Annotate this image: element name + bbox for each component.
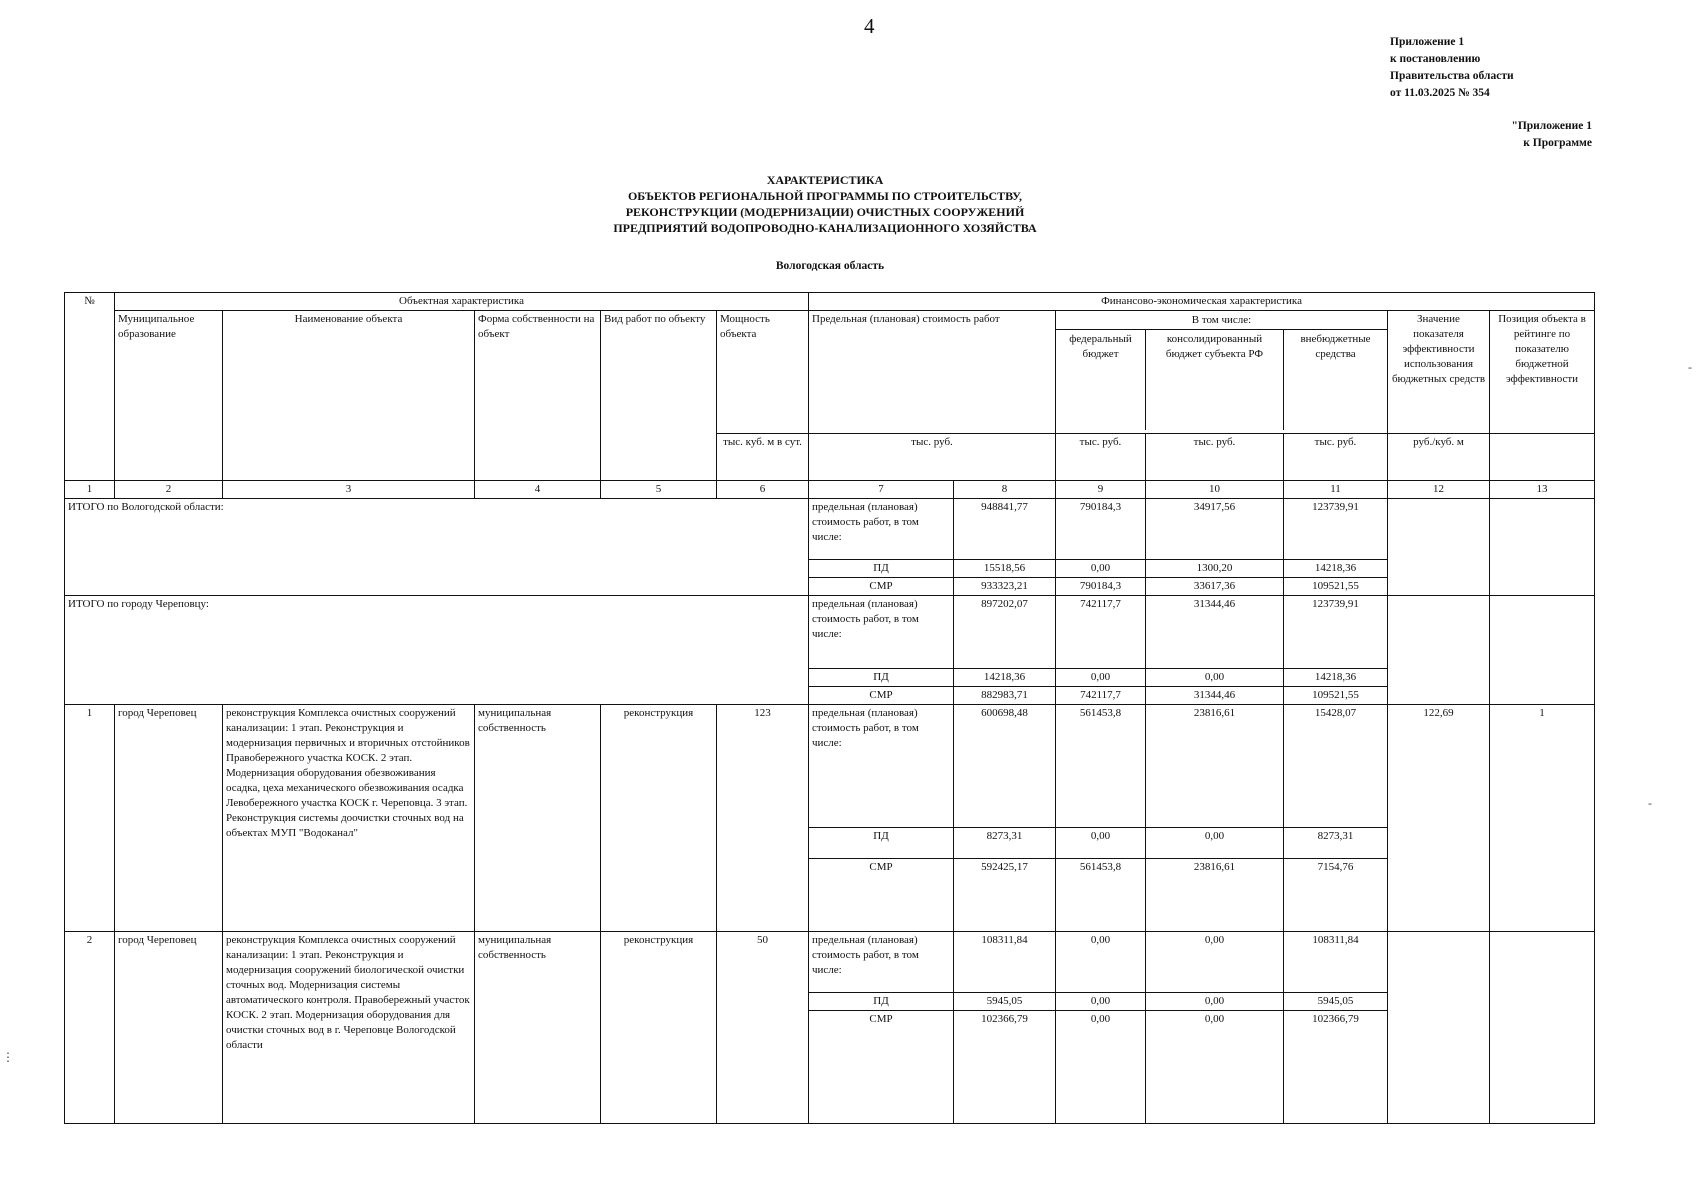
- title-line: ХАРАКТЕРИСТИКА: [766, 173, 884, 187]
- cell-value: 790184,3: [1056, 499, 1146, 560]
- object-capacity: 123: [717, 705, 809, 932]
- header-financial-characteristic: Финансово-экономическая характеристика: [809, 293, 1595, 311]
- cell-value: 31344,46: [1146, 596, 1284, 669]
- row-label-pd: ПД: [809, 828, 954, 859]
- column-number: 5: [601, 481, 717, 499]
- object-number: 1: [65, 705, 115, 932]
- header-municipality: Муниципальное образование: [115, 311, 223, 481]
- header-rating: Позиция объекта в рейтинге по показателю бюджетной эффективности: [1490, 311, 1595, 434]
- header-capacity: Мощность объекта: [717, 311, 809, 434]
- column-number: 13: [1490, 481, 1595, 499]
- scan-mark: -: [1688, 360, 1692, 374]
- cell-value: 7154,76: [1284, 859, 1388, 932]
- unit-cost: тыс. руб.: [809, 434, 1056, 481]
- unit-rating: [1490, 434, 1595, 481]
- object-ownership: муниципальная собственность: [475, 932, 601, 1124]
- header-efficiency: Значение показателя эффективности использования бюджетных средств: [1388, 311, 1490, 434]
- appendix-line: к постановлению: [1390, 53, 1481, 65]
- appendix-line: Приложение 1: [1390, 36, 1465, 48]
- object-name: реконструкция Комплекса очистных сооружений канализации: 1 этап. Реконструкция и модернизация сооружений биологической очистки сточных вод. Модернизация системы автоматического контроля. Правобережный участок КОСК. 2 этап. Модернизация оборудования для очистки сточных вод в г. Череповце Вологодской области: [223, 932, 475, 1124]
- column-number: 11: [1284, 481, 1388, 499]
- cell-value: 592425,17: [954, 859, 1056, 932]
- cell-value: 123739,91: [1284, 596, 1388, 669]
- cell-value: 33617,36: [1146, 578, 1284, 596]
- header-including-block: [1056, 311, 1388, 434]
- title-line: ПРЕДПРИЯТИЙ ВОДОПРОВОДНО-КАНАЛИЗАЦИОННОГО ХОЗЯЙСТВА: [613, 221, 1037, 235]
- row-label-total: предельная (плановая) стоимость работ, в том числе:: [809, 596, 954, 669]
- cell-value: 0,00: [1056, 669, 1146, 687]
- column-number: 2: [115, 481, 223, 499]
- header-object-characteristic: Объектная характеристика: [115, 293, 809, 311]
- cell-value: 742117,7: [1056, 596, 1146, 669]
- row-label-pd: ПД: [809, 560, 954, 578]
- column-number: 8: [954, 481, 1056, 499]
- cell-value: 14218,36: [1284, 560, 1388, 578]
- cell-value: 14218,36: [1284, 669, 1388, 687]
- cell-value: 790184,3: [1056, 578, 1146, 596]
- program-appendix-header: [1420, 118, 1592, 152]
- cell-value: 948841,77: [954, 499, 1056, 560]
- header-including-subcolumns: [1056, 330, 1387, 430]
- cell-value: 0,00: [1146, 932, 1284, 993]
- cell-value: 0,00: [1146, 1011, 1284, 1124]
- column-number: 4: [475, 481, 601, 499]
- row-label-pd: ПД: [809, 669, 954, 687]
- page-number: 4: [864, 14, 875, 38]
- cell-value: 15518,56: [954, 560, 1056, 578]
- cell-value: 23816,61: [1146, 859, 1284, 932]
- appendix-line: "Приложение 1: [1511, 120, 1592, 132]
- title-line: РЕКОНСТРУКЦИИ (МОДЕРНИЗАЦИИ) ОЧИСТНЫХ СООРУЖЕНИЙ: [625, 205, 1025, 219]
- column-numbers-row: [65, 481, 1595, 499]
- row-label-smr: СМР: [809, 578, 954, 596]
- row-label-pd: ПД: [809, 993, 954, 1011]
- unit-consolidated: тыс. руб.: [1146, 434, 1284, 481]
- cell-value: 0,00: [1056, 993, 1146, 1011]
- column-number: 3: [223, 481, 475, 499]
- unit-federal: тыс. руб.: [1056, 434, 1146, 481]
- row-label-total: предельная (плановая) стоимость работ, в том числе:: [809, 932, 954, 993]
- cell-value: 109521,55: [1284, 687, 1388, 705]
- scan-mark: ⋮: [2, 1050, 14, 1064]
- cell-value: 897202,07: [954, 596, 1056, 669]
- column-number: 12: [1388, 481, 1490, 499]
- cell-value: 561453,8: [1056, 859, 1146, 932]
- cell-efficiency: [1388, 596, 1490, 705]
- cell-value: 8273,31: [954, 828, 1056, 859]
- cell-value: 1300,20: [1146, 560, 1284, 578]
- header-consolidated: консолидированный бюджет субъекта РФ: [1146, 330, 1284, 430]
- cell-value: 0,00: [1146, 993, 1284, 1011]
- document-title: [560, 172, 1090, 236]
- header-work-type: Вид работ по объекту: [601, 311, 717, 481]
- column-number: 6: [717, 481, 809, 499]
- cell-value: 0,00: [1056, 932, 1146, 993]
- appendix-line: к Программе: [1523, 137, 1592, 149]
- header-row-2: [65, 311, 1595, 434]
- cell-value: 882983,71: [954, 687, 1056, 705]
- cell-value: 123739,91: [1284, 499, 1388, 560]
- header-ownership: Форма собственности на объект: [475, 311, 601, 481]
- cell-value: 0,00: [1056, 560, 1146, 578]
- cell-efficiency: [1388, 499, 1490, 596]
- appendix-header: [1390, 34, 1514, 102]
- object-rating: [1490, 932, 1595, 1124]
- object-ownership: муниципальная собственность: [475, 705, 601, 932]
- cell-value: 23816,61: [1146, 705, 1284, 828]
- object-municipality: город Череповец: [115, 705, 223, 932]
- total-city-label: ИТОГО по городу Череповцу:: [65, 596, 809, 705]
- column-number: 1: [65, 481, 115, 499]
- object-rating: 1: [1490, 705, 1595, 932]
- object-municipality: город Череповец: [115, 932, 223, 1124]
- cell-value: 5945,05: [1284, 993, 1388, 1011]
- row-label-smr: СМР: [809, 859, 954, 932]
- object-capacity: 50: [717, 932, 809, 1124]
- cell-value: 15428,07: [1284, 705, 1388, 828]
- cell-value: 0,00: [1146, 669, 1284, 687]
- object-row: [65, 932, 1595, 993]
- cell-value: 600698,48: [954, 705, 1056, 828]
- column-number: 10: [1146, 481, 1284, 499]
- cell-value: 0,00: [1056, 1011, 1146, 1124]
- row-label-total: предельная (плановая) стоимость работ, в том числе:: [809, 705, 954, 828]
- cell-value: 109521,55: [1284, 578, 1388, 596]
- cell-rating: [1490, 596, 1595, 705]
- cell-value: 102366,79: [1284, 1011, 1388, 1124]
- appendix-line: Правительства области: [1390, 70, 1514, 82]
- object-efficiency: [1388, 932, 1490, 1124]
- cell-value: 31344,46: [1146, 687, 1284, 705]
- header-row-1: [65, 293, 1595, 311]
- total-region-label: ИТОГО по Вологодской области:: [65, 499, 809, 596]
- column-number: 9: [1056, 481, 1146, 499]
- title-line: ОБЪЕКТОВ РЕГИОНАЛЬНОЙ ПРОГРАММЫ ПО СТРОИТЕЛЬСТВУ,: [627, 189, 1023, 203]
- cell-value: 108311,84: [1284, 932, 1388, 993]
- column-number: 7: [809, 481, 954, 499]
- total-city-row: [65, 596, 1595, 669]
- cell-value: 5945,05: [954, 993, 1056, 1011]
- object-work-type: реконструкция: [601, 932, 717, 1124]
- cell-value: 742117,7: [1056, 687, 1146, 705]
- cell-value: 0,00: [1146, 828, 1284, 859]
- row-label-total: предельная (плановая) стоимость работ, в том числе:: [809, 499, 954, 560]
- header-no: №: [65, 293, 115, 481]
- total-region-row: [65, 499, 1595, 560]
- cell-value: 34917,56: [1146, 499, 1284, 560]
- object-work-type: реконструкция: [601, 705, 717, 932]
- cell-value: 102366,79: [954, 1011, 1056, 1124]
- objects-table: [64, 292, 1595, 1124]
- cell-value: 561453,8: [1056, 705, 1146, 828]
- unit-efficiency: руб./куб. м: [1388, 434, 1490, 481]
- cell-value: 108311,84: [954, 932, 1056, 993]
- header-limit-cost: Предельная (плановая) стоимость работ: [809, 311, 1056, 434]
- row-label-smr: СМР: [809, 1011, 954, 1124]
- unit-extrabudget: тыс. руб.: [1284, 434, 1388, 481]
- header-object-name: Наименование объекта: [223, 311, 475, 481]
- row-label-smr: СМР: [809, 687, 954, 705]
- object-row: [65, 705, 1595, 828]
- object-efficiency: 122,69: [1388, 705, 1490, 932]
- cell-value: 8273,31: [1284, 828, 1388, 859]
- header-federal: федеральный бюджет: [1056, 330, 1146, 430]
- appendix-line: от 11.03.2025 № 354: [1390, 87, 1490, 99]
- header-including: В том числе:: [1056, 311, 1387, 330]
- cell-rating: [1490, 499, 1595, 596]
- region-label: Вологодская область: [775, 260, 885, 272]
- object-name: реконструкция Комплекса очистных сооружений канализации: 1 этап. Реконструкция и модернизация первичных и вторичных отстойников Правобережного участка КОСК. 2 этап. Модернизация оборудования обезвоживания осадка, цеха механического обезвоживания осадка Левобережного участка КОСК г. Череповца. 3 этап. Реконструкция системы доочистки сточных вод на объектах МУП "Водоканал": [223, 705, 475, 932]
- cell-value: 933323,21: [954, 578, 1056, 596]
- object-number: 2: [65, 932, 115, 1124]
- cell-value: 0,00: [1056, 828, 1146, 859]
- cell-value: 14218,36: [954, 669, 1056, 687]
- scan-mark: -: [1648, 796, 1652, 810]
- unit-capacity: тыс. куб. м в сут.: [717, 434, 809, 481]
- header-extrabudget: внебюджетные средства: [1300, 333, 1371, 360]
